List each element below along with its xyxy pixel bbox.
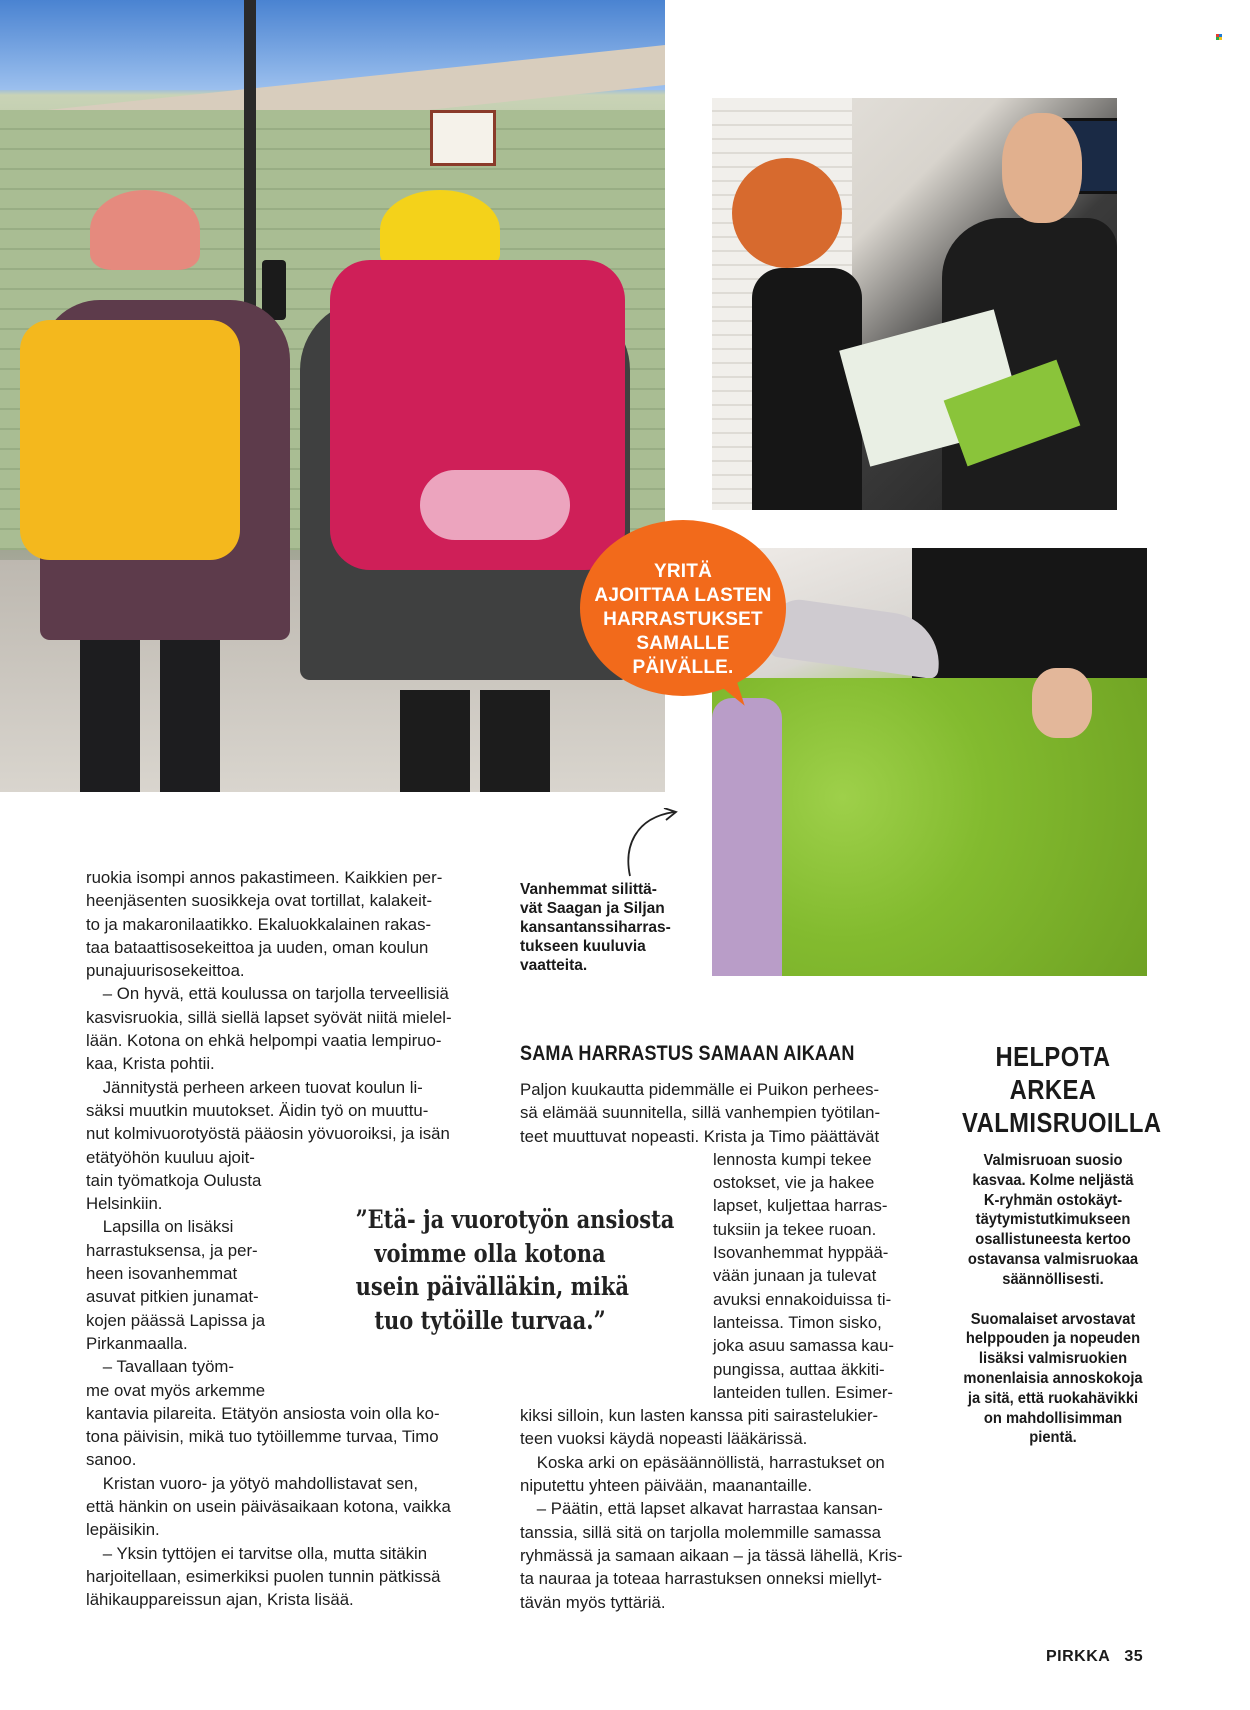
- caption-line: Vanhemmat silittä-: [520, 881, 657, 898]
- text-line: heen isovanhemmat: [86, 1264, 238, 1284]
- sidebar-paragraph: [946, 1310, 1160, 1449]
- girl-and-father-computer-photo: [712, 98, 1117, 510]
- text-line: Paljon kuukautta pidemmälle ei Puikon perhees-: [520, 1080, 880, 1099]
- corner-mark-icon: [1216, 34, 1222, 40]
- text-line: ta nauraa ja toteaa harrastuksen onneksi miellyt-: [520, 1569, 882, 1589]
- quote-line: tuo tytöille turvaa.”: [374, 1305, 606, 1335]
- text-line: – Tavallaan työm-: [86, 1357, 234, 1377]
- caption-arrow-icon: [620, 808, 680, 878]
- sidebar-text-line: pientä.: [1029, 1429, 1077, 1447]
- text-line: Jännitystä perheen arkeen tuovat koulun li-: [86, 1077, 423, 1097]
- text-line: lanteiden tullen. Esimer-: [713, 1382, 894, 1402]
- text-line: lepäisikin.: [86, 1520, 160, 1540]
- text-line: Helsinkiin.: [86, 1194, 163, 1214]
- text-line: avuksi ennakoiduissa ti-: [713, 1289, 892, 1309]
- text-line: tuksiin ja tekee ruoan.: [713, 1219, 877, 1239]
- quote-line: ”Etä- ja vuorotyön ansiosta: [355, 1205, 675, 1234]
- text-line: tanssia, sillä sitä on tarjolla molemmille samassa: [520, 1522, 881, 1542]
- caption-line: tukseen kuuluvia: [520, 938, 646, 955]
- sidebar-text-line: osallistuneesta kertoo: [975, 1231, 1131, 1249]
- caption-line: vät Saagan ja Siljan: [520, 900, 665, 917]
- text-line: säksi muutkin muutokset. Äidin työ on muuttu-: [86, 1100, 429, 1120]
- article-column-middle: [520, 1078, 910, 1614]
- text-line: kantavia pilareita. Etätyön ansiosta voin olla ko-: [86, 1403, 440, 1423]
- text-line: lähikauppareissun ajan, Krista lisää.: [86, 1590, 354, 1610]
- text-line: Lapsilla on lisäksi: [86, 1217, 234, 1237]
- text-line: tain työmatkoja Oulusta: [86, 1170, 262, 1190]
- text-line: kojen päässä Lapissa ja: [86, 1310, 266, 1330]
- text-line: kasvisruokia, sillä siellä lapset syövät niitä mielel-: [86, 1007, 452, 1027]
- text-line: to ja makaronilaatikko. Ekaluokkalainen rakas-: [86, 914, 432, 934]
- text-line: lennosta kumpi tekee: [713, 1149, 872, 1169]
- caption-line: kansantanssiharras-: [520, 919, 671, 936]
- magazine-name: PIRKKA: [1046, 1648, 1111, 1665]
- two-children-backpacks-photo: [0, 0, 665, 792]
- sidebar-text-line: kasvaa. Kolme neljästä: [972, 1171, 1134, 1189]
- text-line: asuvat pitkien junamat-: [86, 1287, 259, 1307]
- sidebar-text-line: säännöllisesti.: [1002, 1270, 1104, 1288]
- sidebar-text-line: K-ryhmän ostokäyt-: [983, 1191, 1123, 1209]
- text-line: harjoitellaan, esimerkiksi puolen tunnin pätkissä: [86, 1566, 441, 1586]
- text-line: nut kolmivuorotyöstä pääosin yövuoroiksi, ja isän: [86, 1124, 450, 1144]
- text-line: – Päätin, että lapset alkavat harrastaa kansan-: [520, 1499, 883, 1519]
- sidebar-title-line: HELPOTA: [995, 1041, 1111, 1072]
- text-line: tona päivisin, mikä tuo tytöillemme turvaa, Timo: [86, 1427, 439, 1447]
- text-line: teen vuoksi käydä nopeasti lääkärissä.: [520, 1429, 808, 1449]
- text-line: Koska arki on epäsäännöllistä, harrastukset on: [520, 1452, 885, 1472]
- text-line: Kristan vuoro- ja yötyö mahdollistavat sen,: [86, 1473, 419, 1493]
- text-line: joka asuu samassa kau-: [713, 1336, 894, 1356]
- text-line: etätyöhön kuuluu ajoit-: [86, 1147, 255, 1167]
- text-line: – Yksin tyttöjen ei tarvitse olla, mutta sitäkin: [86, 1543, 428, 1563]
- text-line: kaa, Krista pohtii.: [86, 1054, 215, 1074]
- sidebar-text-line: ostavansa valmisruokaa: [967, 1250, 1139, 1268]
- text-line: – On hyvä, että koulussa on tarjolla terveellisiä: [86, 984, 449, 1004]
- sidebar-text-line: ja sitä, että ruokahävikki: [967, 1389, 1139, 1407]
- sidebar-text-line: täytymistutkimukseen: [975, 1211, 1131, 1229]
- sidebar-text-line: lisäksi valmisruokien: [978, 1350, 1128, 1368]
- sidebar-paragraph: [946, 1151, 1160, 1290]
- sidebar-title-line: VALMISRUOILLA: [962, 1107, 1162, 1138]
- text-line: me ovat myös arkemme: [86, 1380, 266, 1400]
- sidebar-text-line: monenlaisia annoskokoja: [963, 1369, 1143, 1387]
- sidebar-text-line: Valmisruoan suosio: [983, 1152, 1123, 1169]
- text-line: ostokset, vie ja hakee: [713, 1173, 875, 1193]
- text-line: niputettu yhteen päivään, maanantaille.: [520, 1476, 813, 1496]
- text-line: heenjäsenten suosikkeja ovat tortillat, kalakeit-: [86, 891, 433, 911]
- text-line: että hänkin on usein päiväsaikaan kotona, vaikka: [86, 1497, 451, 1517]
- text-line: sanoo.: [86, 1450, 137, 1470]
- page-footer: [1046, 1648, 1157, 1666]
- page-number: 35: [1124, 1648, 1144, 1665]
- sidebar-text-line: helppouden ja nopeuden: [965, 1330, 1141, 1348]
- text-line: punajuurisosekeittoa.: [86, 961, 245, 981]
- text-line: vään junaan ja tulevat: [713, 1266, 877, 1286]
- text-line: Pirkanmaalla.: [86, 1333, 188, 1353]
- text-line: sä elämää suunnitella, sillä vanhempien työtilan-: [520, 1103, 881, 1123]
- text-line: lään. Kotona on ehkä helpompi vaatia lempiruo-: [86, 1031, 442, 1051]
- sidebar-text-line: Suomalaiset arvostavat: [970, 1310, 1136, 1328]
- quote-line: usein päivälläkin, mikä: [355, 1272, 630, 1301]
- tip-speech-bubble: [580, 520, 786, 696]
- text-line: ryhmässä ja samaan aikaan – ja tässä lähellä, Kris-: [520, 1545, 903, 1565]
- text-line: ruokia isompi annos pakastimeen. Kaikkien per-: [86, 868, 443, 887]
- text-line: Isovanhemmat hyppää-: [713, 1243, 889, 1263]
- text-line: kiksi silloin, kun lasten kanssa piti sairastelukier-: [520, 1406, 879, 1426]
- text-line: teet muuttuvat nopeasti. Krista ja Timo päättävät: [520, 1126, 880, 1146]
- text-line: harrastuksensa, ja per-: [86, 1240, 258, 1260]
- sidebar-text-line: on mahdollisimman: [983, 1409, 1123, 1427]
- sidebar-title: [946, 1040, 1160, 1139]
- text-line: lanteissa. Timon sisko,: [713, 1312, 882, 1332]
- pull-quote: [330, 1203, 675, 1337]
- quote-line: voimme olla kotona: [374, 1238, 606, 1268]
- tip-text: YRITÄ AJOITTAA LASTEN HARRASTUKSET SAMALLE PÄIVÄLLE.: [594, 561, 772, 678]
- text-line: lapset, kuljettaa harras-: [713, 1196, 888, 1216]
- section-heading: SAMA HARRASTUS SAMAAN AIKAAN: [520, 1042, 855, 1065]
- caption-line: vaatteita.: [520, 957, 588, 974]
- sidebar-box: [946, 1040, 1160, 1448]
- text-line: tävän myös tyttäriä.: [520, 1592, 666, 1612]
- text-line: taa bataattisosekeittoa ja uuden, oman koulun: [86, 937, 429, 957]
- sidebar-title-line: ARKEA: [1009, 1074, 1097, 1105]
- photo-caption: [520, 880, 698, 975]
- text-line: pungissa, auttaa äkkiti-: [713, 1359, 885, 1379]
